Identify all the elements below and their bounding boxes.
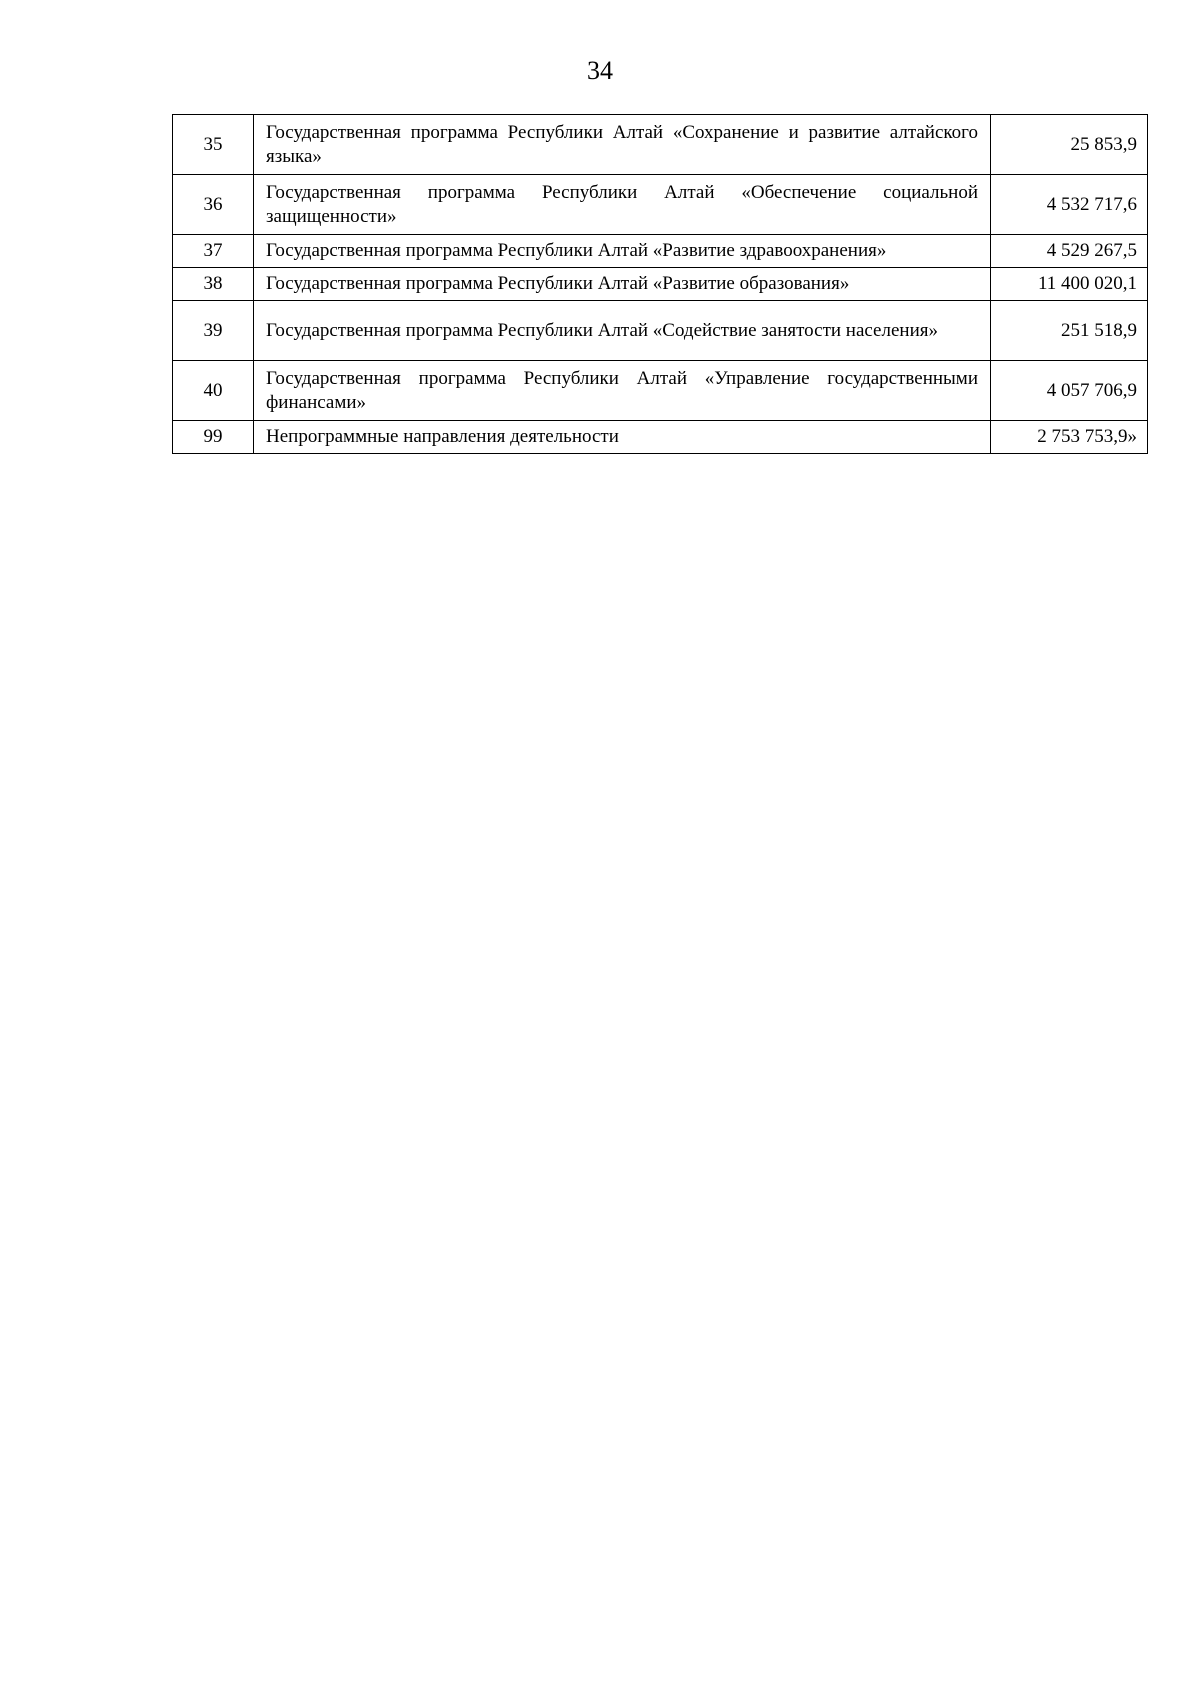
program-amount: 25 853,9	[991, 115, 1148, 175]
table-row	[173, 421, 1148, 454]
program-amount: 4 057 706,9	[991, 361, 1148, 421]
page-number: 34	[587, 56, 613, 85]
program-name: Государственная программа Республики Алтай «Сохранение и развитие алтайского языка»	[254, 115, 991, 175]
program-name: Государственная программа Республики Алтай «Управление государственными финансами»	[254, 361, 991, 421]
program-amount: 4 532 717,6	[991, 175, 1148, 235]
program-amount: 4 529 267,5	[991, 235, 1148, 268]
program-code: 38	[173, 268, 254, 301]
table-row	[173, 268, 1148, 301]
program-name: Непрограммные направления деятельности	[254, 421, 991, 454]
table-row	[173, 175, 1148, 235]
table-row	[173, 235, 1148, 268]
program-name: Государственная программа Республики Алтай «Обеспечение социальной защищенности»	[254, 175, 991, 235]
program-code: 40	[173, 361, 254, 421]
program-name: Государственная программа Республики Алтай «Развитие здравоохранения»	[254, 235, 991, 268]
program-amount: 251 518,9	[991, 301, 1148, 361]
program-name: Государственная программа Республики Алтай «Развитие образования»	[254, 268, 991, 301]
program-code: 35	[173, 115, 254, 175]
program-code: 36	[173, 175, 254, 235]
program-code: 99	[173, 421, 254, 454]
program-code: 39	[173, 301, 254, 361]
program-amount: 2 753 753,9»	[991, 421, 1148, 454]
table-row	[173, 361, 1148, 421]
table-row	[173, 115, 1148, 175]
budget-table	[172, 114, 1148, 454]
program-name: Государственная программа Республики Алтай «Содействие занятости населения»	[254, 301, 991, 361]
table-row	[173, 301, 1148, 361]
program-code: 37	[173, 235, 254, 268]
program-amount: 11 400 020,1	[991, 268, 1148, 301]
